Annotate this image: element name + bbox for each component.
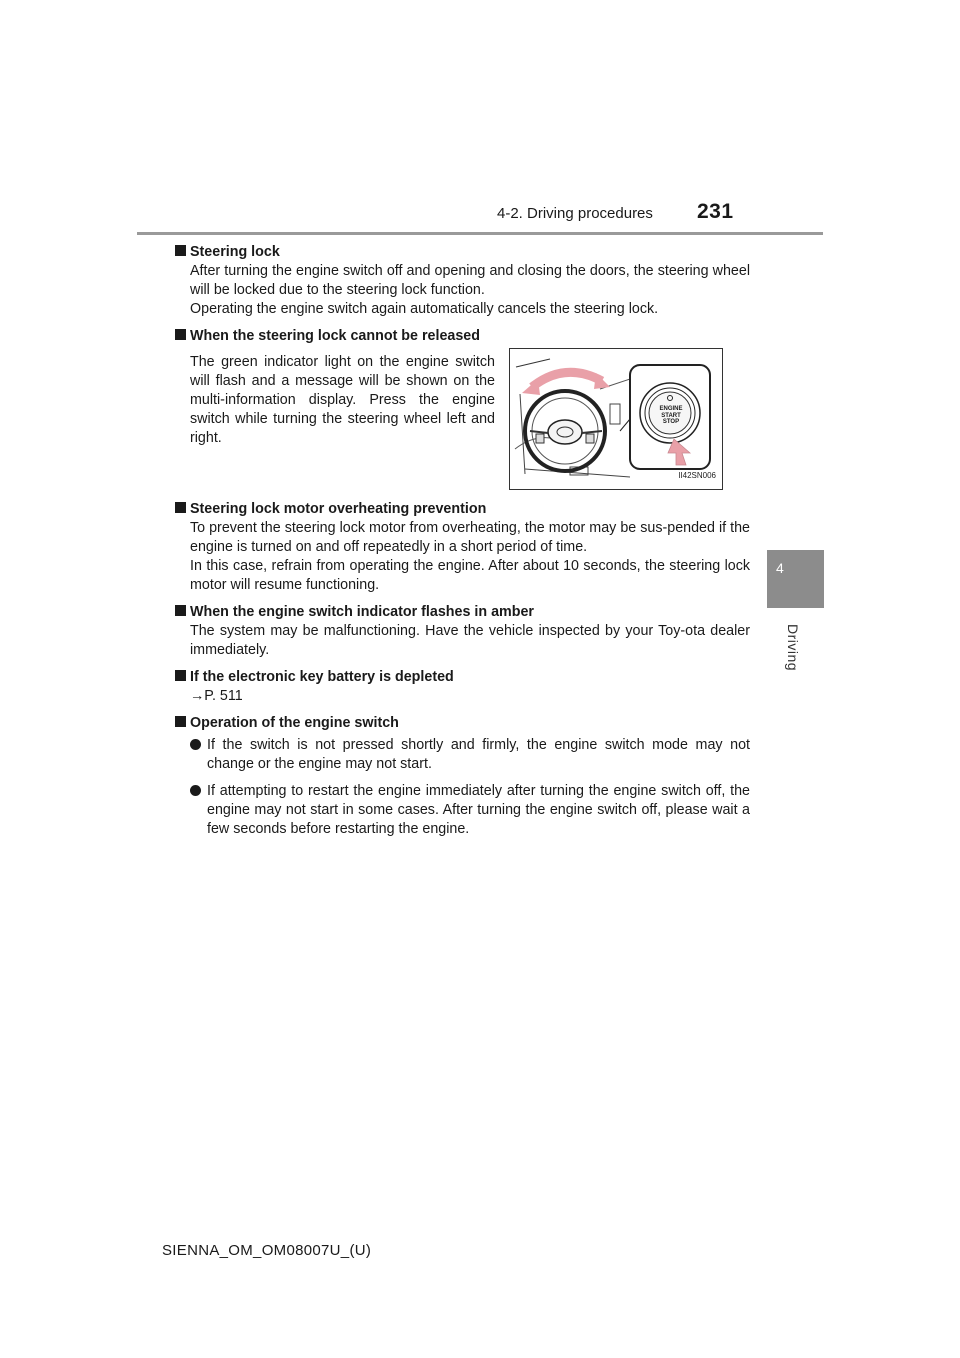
chapter-tab-label[interactable] [767,608,824,718]
square-bullet-icon [175,605,186,616]
section-title: When the engine switch indicator flashes in amber [190,603,750,622]
section-paragraph: The system may be malfunctioning. Have the vehicle inspected by your Toy-ota dealer immediately. [190,623,750,658]
engine-switch-illustration [509,348,723,490]
square-bullet-icon [175,716,186,727]
section-overheating-prevention [190,500,750,595]
section-paragraph: After turning the engine switch off and opening and closing the doors, the steering wheel will be locked due to the steering lock function. [190,263,750,298]
list-item: If the switch is not pressed shortly and firmly, the engine switch mode may not change or the engine may not start. [190,736,750,774]
round-bullet-icon [190,785,201,796]
list-item: If attempting to restart the engine immediately after turning the engine switch off, the engine may not start in some cases. After turning the engine switch off, please wait a few seconds before restarting the engine. [190,782,750,839]
section-paragraph: Operating the engine switch again automatically cancels the steering lock. [190,301,659,317]
section-title: If the electronic key battery is depleted [190,668,750,687]
round-bullet-icon [190,739,201,750]
section-steering-lock-release [190,327,750,490]
page-number: 231 [697,200,734,223]
square-bullet-icon [175,329,186,340]
section-title: When the steering lock cannot be released [190,327,750,346]
section-key-battery [190,668,750,706]
section-paragraph: In this case, refrain from operating the engine. After about 10 seconds, the steering lock motor will resume functioning. [190,558,750,593]
document-code: SIENNA_OM_OM08007U_(U) [162,1242,372,1259]
chapter-label: Driving [785,624,801,672]
square-bullet-icon [175,670,186,681]
square-bullet-icon [175,502,186,513]
main-content [190,243,750,847]
section-amber-indicator [190,603,750,660]
header-divider [137,232,823,235]
square-bullet-icon [175,245,186,256]
section-engine-switch-operation [190,714,750,839]
section-title: Steering lock motor overheating prevention [190,500,750,519]
running-header-section: 4-2. Driving procedures [497,205,653,222]
section-title: Steering lock [190,243,750,262]
section-paragraph: To prevent the steering lock motor from overheating, the motor may be sus-pended if the engine is turned on and off repeatedly in a short period of time. [190,520,750,555]
figure-code: II42SN006 [678,471,716,480]
section-title: Operation of the engine switch [190,714,750,733]
engine-start-stop-button-label: ENGINE START STOP [659,406,683,425]
section-paragraph: The green indicator light on the engine switch will flash and a message will be shown on the multi-information display. Press the engine switch while turning the steering wheel left and right. [190,354,495,446]
chapter-tab-number[interactable] [767,550,824,608]
section-steering-lock [190,243,750,319]
chapter-number: 4 [776,560,784,576]
page-reference-link[interactable]: →P. 511 [190,688,243,704]
